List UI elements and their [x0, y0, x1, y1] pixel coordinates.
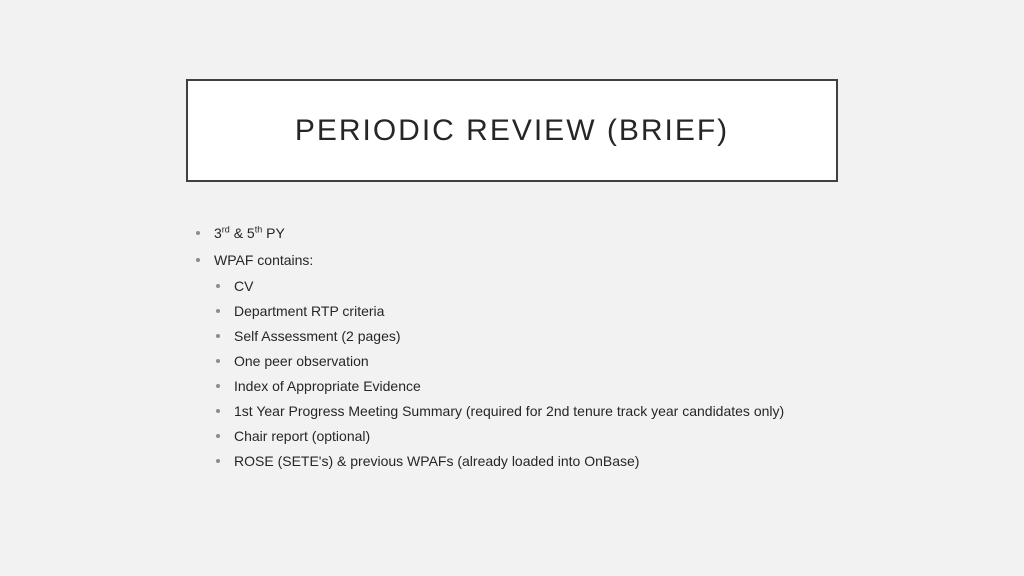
- sub-bullet-item: [196, 423, 896, 448]
- sub-bullet-text: Self Assessment (2 pages): [234, 327, 401, 344]
- bullet-list: [196, 219, 896, 473]
- years-superscript-1: rd: [221, 223, 230, 234]
- years-text-part2: & 5: [229, 224, 255, 241]
- sub-bullet-text: Chair report (optional): [234, 427, 371, 444]
- bullet-item-wpaf: [196, 246, 896, 273]
- bullet-dot: [216, 434, 220, 438]
- bullet-dot: [196, 231, 200, 235]
- bullet-item-years: [196, 219, 896, 246]
- sub-bullet-item: [196, 323, 896, 348]
- bullet-dot: [216, 334, 220, 338]
- sub-bullet-item: [196, 373, 896, 398]
- bullet-dot: [196, 258, 200, 262]
- bullet-dot: [216, 459, 220, 463]
- bullet-dot: [216, 384, 220, 388]
- sub-bullet-item: [196, 348, 896, 373]
- sub-bullet-text: Department RTP criteria: [234, 302, 385, 319]
- years-text-part3: PY: [262, 224, 285, 241]
- sub-bullet-item: [196, 298, 896, 323]
- bullet-dot: [216, 359, 220, 363]
- sub-bullet-text: CV: [234, 277, 254, 294]
- slide-title: PERIODIC REVIEW (BRIEF): [294, 113, 730, 147]
- bullet-dot: [216, 309, 220, 313]
- sub-bullet-item: [196, 448, 896, 473]
- sub-bullet-text: Index of Appropriate Evidence: [234, 377, 421, 394]
- sub-bullet-text: One peer observation: [234, 352, 369, 369]
- sub-bullet-item: [196, 398, 896, 423]
- bullet-text-wpaf: WPAF contains:: [214, 251, 314, 268]
- years-text-part1: 3: [214, 224, 222, 241]
- bullet-text-years: [214, 225, 285, 241]
- years-superscript-2: th: [254, 223, 263, 234]
- sub-bullet-item: [196, 273, 896, 298]
- sub-bullet-text: 1st Year Progress Meeting Summary (required for 2nd tenure track year candidates only): [234, 402, 785, 419]
- bullet-dot: [216, 409, 220, 413]
- sub-bullet-text: ROSE (SETE's) & previous WPAFs (already loaded into OnBase): [234, 452, 640, 469]
- bullet-dot: [216, 284, 220, 288]
- title-box: [186, 79, 838, 182]
